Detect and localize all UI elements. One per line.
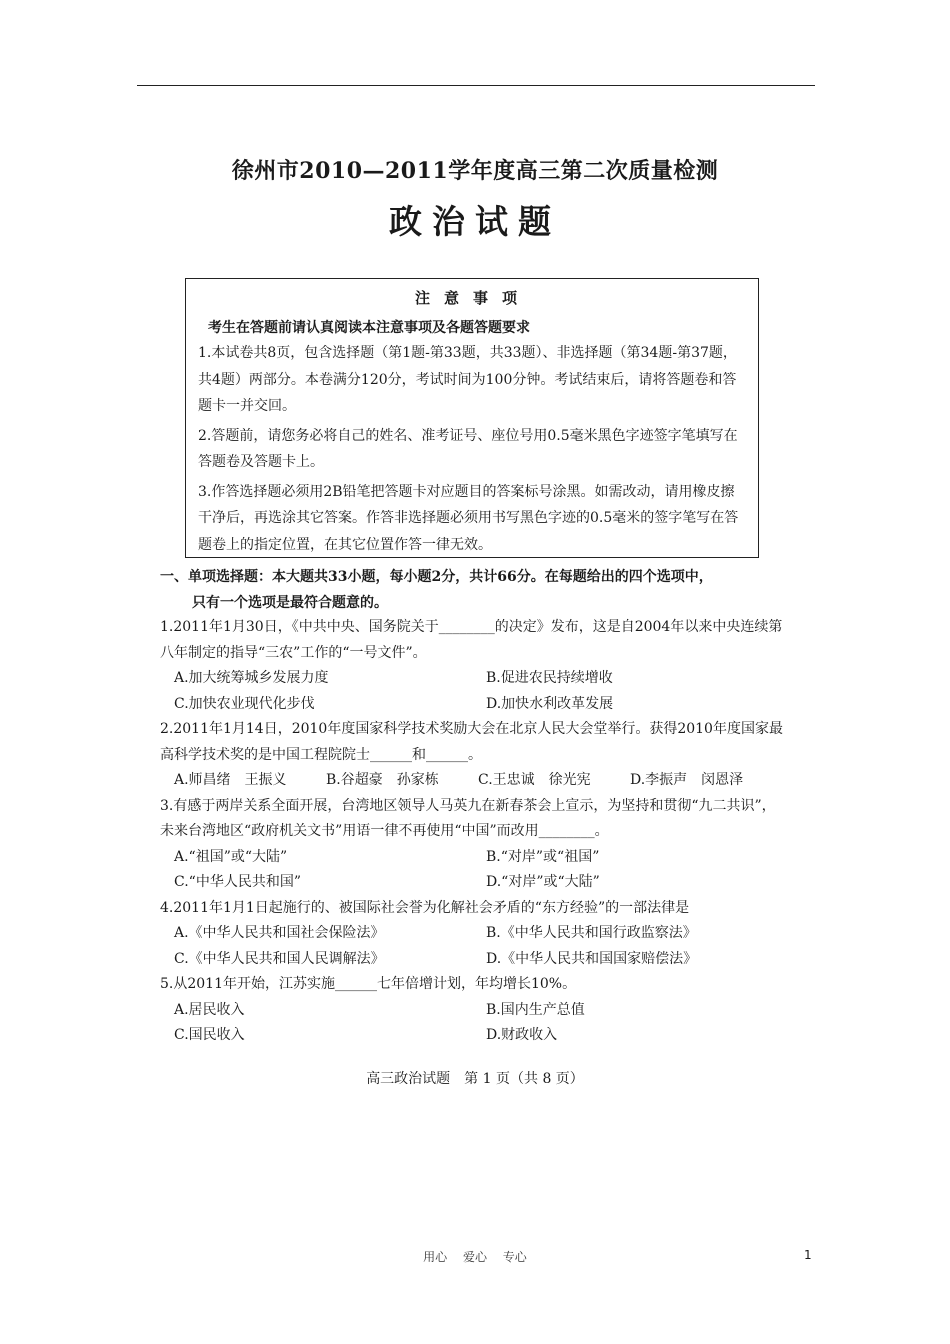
question-options: [160, 666, 785, 717]
question-stem: 4.2011年1月1日起施行的、被国际社会誉为化解社会矛盾的“东方经验”的一部法律是: [160, 899, 690, 916]
top-rule: [137, 85, 815, 86]
question-3: [160, 794, 785, 896]
option-c: C.“中华人民共和国”: [174, 874, 301, 890]
question-2: [160, 717, 785, 794]
option-a: A.师昌绪 王振义: [174, 772, 287, 788]
option-a: A.居民收入: [174, 1001, 245, 1018]
option-d: D.“对岸”或“大陆”: [486, 874, 600, 890]
option-d: D.《中华人民共和国国家赔偿法》: [486, 950, 698, 967]
question-options: [160, 845, 785, 896]
option-c: C.加快农业现代化步伐: [174, 695, 315, 712]
notice-heading: 注意事项: [414, 289, 531, 307]
subject-title: 政治试题: [389, 202, 561, 241]
question-5: [160, 972, 785, 1049]
option-d: D.加快水利改革发展: [486, 695, 614, 712]
question-1: [160, 615, 785, 717]
option-d: D.李振声 闵恩泽: [630, 772, 744, 788]
option-c: C.《中华人民共和国人民调解法》: [174, 950, 385, 967]
option-b: B.《中华人民共和国行政监察法》: [486, 925, 697, 941]
question-stem: 3.有感于两岸关系全面开展，台湾地区领导人马英九在新春茶会上宣示，为坚持和贯彻“九二共识”，未来台湾地区“政府机关文书”用语一律不再使用“中国”而改用________。: [160, 797, 776, 839]
question-list: [160, 615, 785, 1049]
notice-item-2: 2.答题前，请您务必将自己的姓名、准考证号、座位号用0.5毫米黑色字迹签字笔填写在答题卷及答题卡上。: [198, 427, 738, 470]
notice-item-3: 3.作答选择题必须用2B铅笔把答题卡对应题目的答案标号涂黑。如需改动，请用橡皮擦干净后，再选涂其它答案。作答非选择题必须用书写黑色字迹的0.5毫米的签字笔写在答题卷上的指定位置，在其它位置作答一律无效。: [198, 483, 739, 553]
option-c: C.国民收入: [174, 1027, 245, 1043]
question-options: [160, 998, 785, 1049]
option-b: B.谷超豪 孙家栋: [326, 772, 439, 788]
question-options: [160, 921, 785, 972]
question-stem: 1.2011年1月30日，《中共中央、国务院关于________的决定》发布，这是自2004年以来中央连续第八年制定的指导“三农”工作的“一号文件”。: [160, 619, 783, 661]
page-number: 1: [804, 1248, 812, 1262]
option-b: B.国内生产总值: [486, 1001, 585, 1018]
exam-title: 徐州市2010—2011学年度高三第二次质量检测: [231, 158, 719, 184]
page-label: 高三政治试题 第 1 页（共 8 页）: [366, 1071, 584, 1087]
footer-motto: 用心 爱心 专心: [423, 1250, 527, 1264]
section-instructions: [160, 564, 785, 616]
notice-subheading: 考生在答题前请认真阅读本注意事项及各题答题要求: [208, 320, 530, 336]
option-a: A.加大统筹城乡发展力度: [174, 670, 329, 686]
question-4: [160, 896, 785, 973]
option-b: B.“对岸”或“祖国”: [486, 848, 600, 865]
question-options: [160, 768, 785, 794]
option-a: A.“祖国”或“大陆”: [174, 848, 288, 865]
question-stem: 2.2011年1月14日，2010年度国家科学技术奖励大会在北京人民大会堂举行。获得2010年度国家最高科学技术奖的是中国工程院院士______和______。: [160, 721, 783, 763]
option-d: D.财政收入: [486, 1027, 558, 1043]
section-line-2: 只有一个选项是最符合题意的。: [192, 595, 388, 611]
option-c: C.王忠诚 徐光宪: [478, 772, 591, 788]
notice-item-1: 1.本试卷共8页，包含选择题（第1题-第33题，共33题）、非选择题（第34题-第37题，共4题）两部分。本卷满分120分，考试时间为100分钟。考试结束后，请将答题卷和答题卡一并交回。: [198, 345, 737, 414]
option-b: B.促进农民持续增收: [486, 670, 613, 686]
notice-box: [185, 278, 759, 558]
option-a: A.《中华人民共和国社会保险法》: [174, 925, 385, 941]
question-stem: 5.从2011年开始，江苏实施______七年倍增计划，年均增长10%。: [160, 976, 577, 992]
section-line-1: 一、单项选择题：本大题共33小题，每小题2分，共计66分。在每题给出的四个选项中，: [160, 569, 713, 585]
